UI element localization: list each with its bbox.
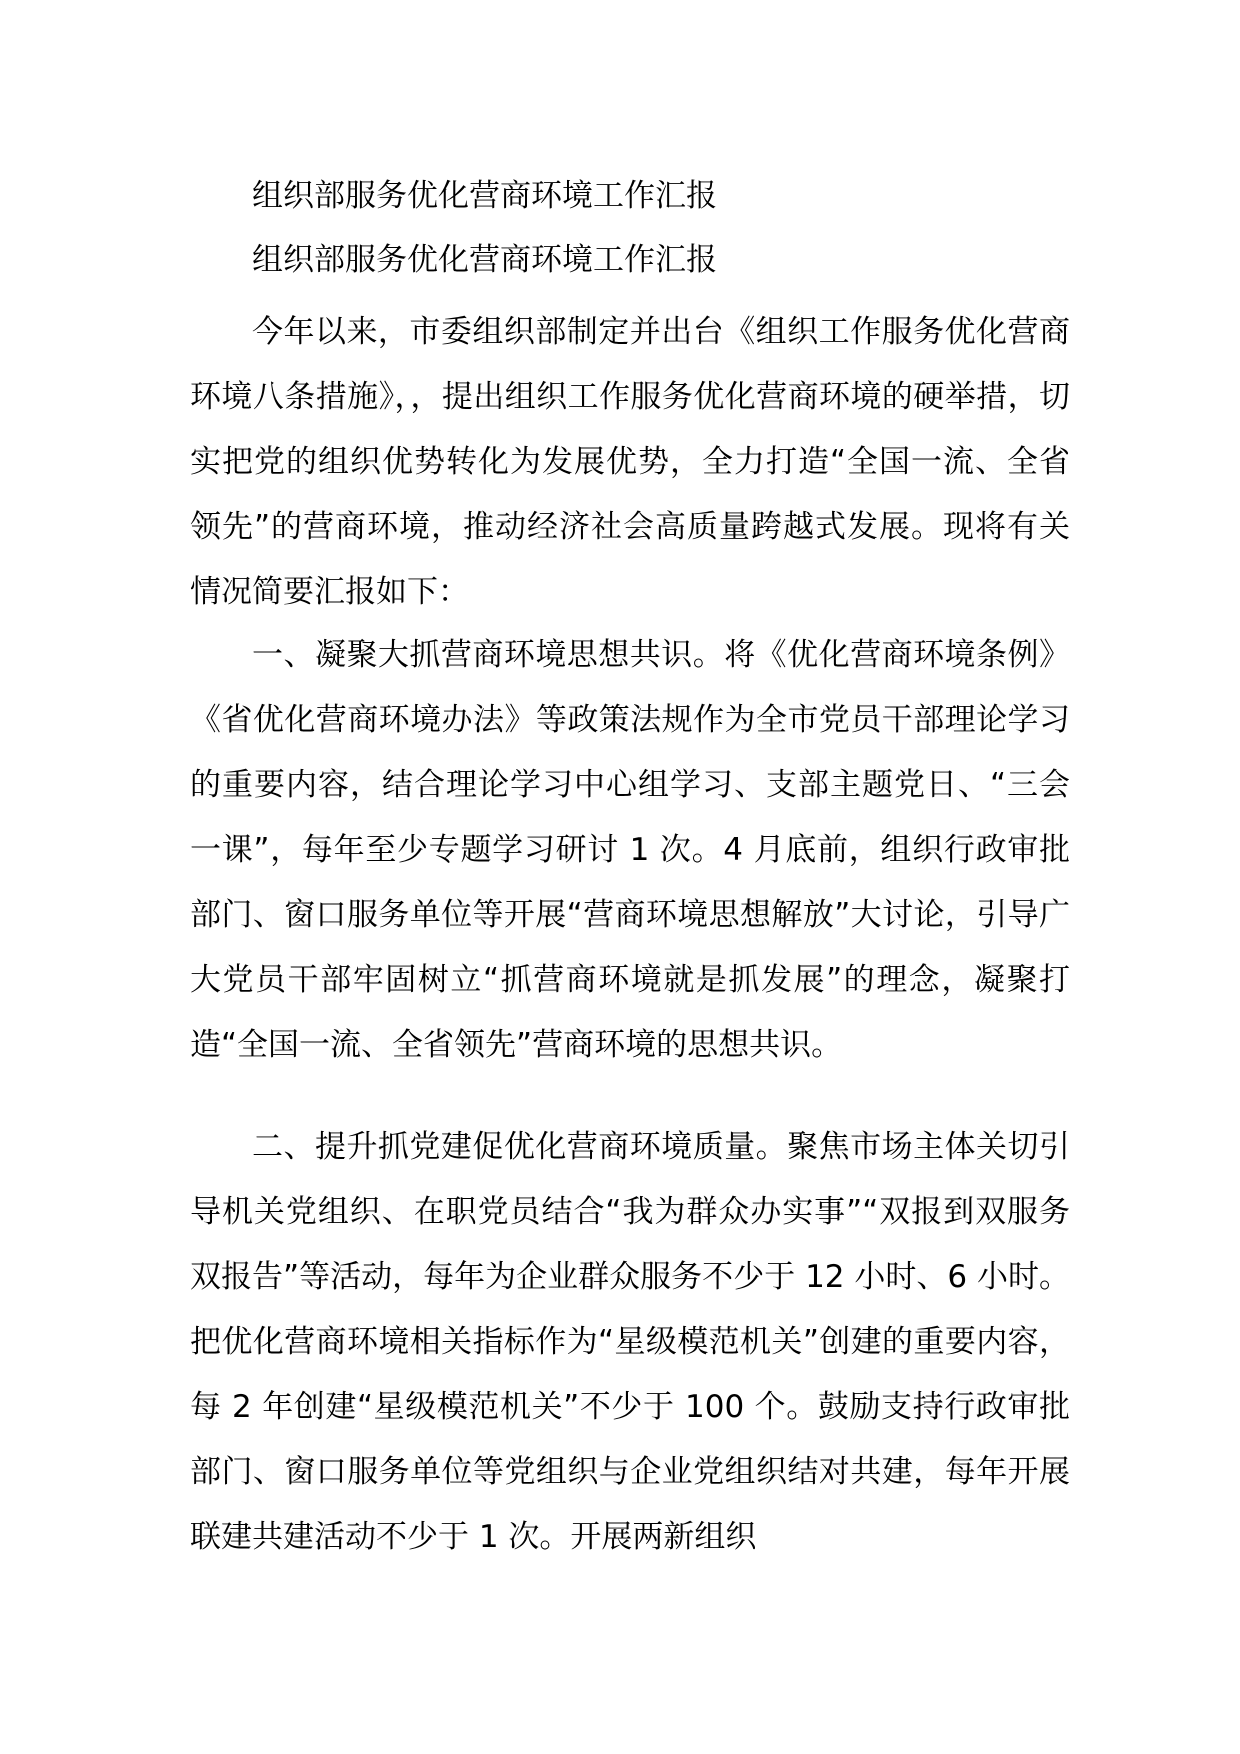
section-one-paragraph: 一、凝聚大抓营商环境思想共识。将《优化营商环境条例》《省优化营商环境办法》等政策法规作为全市党员干部理论学习的重要内容，结合理论学习中心组学习、支部主题党日、“三会一课”，每年至少专题学习研讨 1 次。4 月底前，组织行政审批部门、窗口服务单位等开展“营商环境思想解放”大讨论，引导广大党员干部牢固树立“抓营商环境就是抓发展”的理念，凝聚打造“全国一流、全省领先”营商环境的思想共识。 xyxy=(190,637,1070,1063)
document-title-block xyxy=(190,176,1070,216)
document-subtitle: 组织部服务优化营商环境工作汇报 xyxy=(252,242,717,278)
section-two-block xyxy=(190,1115,1070,1570)
intro-paragraph: 今年以来，市委组织部制定并出台《组织工作服务优化营商环境八条措施》，，提出组织工作服务优化营商环境的硬举措，切实把党的组织优势转化为发展优势，全力打造“全国一流、全省领先”的营商环境，推动经济社会高质量跨越式发展。现将有关情况简要汇报如下： xyxy=(190,314,1070,610)
document-title: 组织部服务优化营商环境工作汇报 xyxy=(252,178,717,214)
section-two-paragraph: 二、提升抓党建促优化营商环境质量。聚焦市场主体关切引导机关党组织、在职党员结合“我为群众办实事”“双报到双服务双报告”等活动，每年为企业群众服务不少于 12 小时、6 小时。把优化营商环境相关指标作为“星级模范机关”创建的重要内容，每 2 年创建“星级模范机关”不少于 100 个。鼓励支持行政审批部门、窗口服务单位等党组织与企业党组织结对共建，每年开展联建共建活动不少于 1 次。开展两新组织 xyxy=(190,1129,1070,1555)
section-one-block xyxy=(190,623,1070,1078)
intro-paragraph-block xyxy=(190,300,1070,625)
document-subtitle-block xyxy=(190,240,1070,280)
